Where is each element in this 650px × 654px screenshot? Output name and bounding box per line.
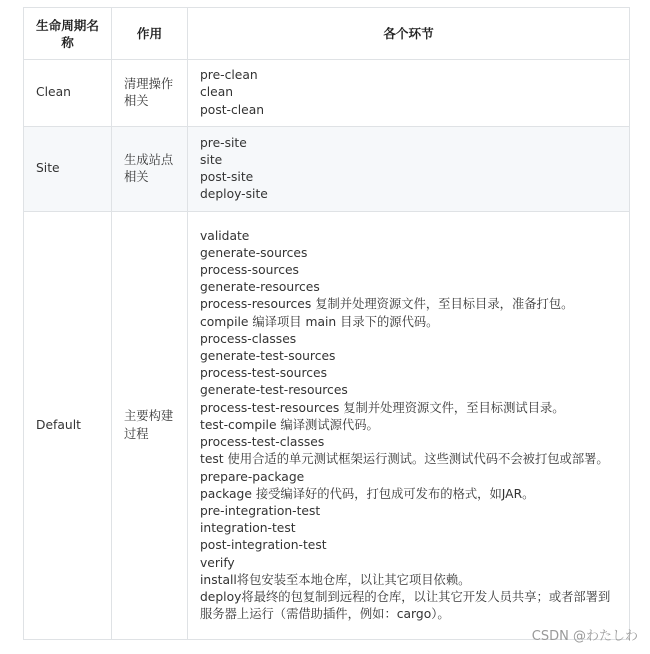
lifecycle-purpose: 主要构建过程 <box>112 212 188 640</box>
phase-item: post-clean <box>200 102 265 117</box>
phase-item: deploy将最终的包复制到远程的仓库，以让其它开发人员共享；或者部署到服务器上运行（需借助插件，例如：cargo）。 <box>200 589 611 622</box>
lifecycle-name: Site <box>24 127 112 212</box>
phase-item: verify <box>200 555 235 570</box>
phase-item: pre-clean <box>200 68 258 83</box>
lifecycle-name: Clean <box>24 60 112 127</box>
phase-item: site <box>200 152 223 167</box>
phase-item: test-compile 编译测试源代码。 <box>200 417 379 432</box>
header-lifecycle: 生命周期名称 <box>24 8 112 60</box>
header-purpose: 作用 <box>112 8 188 60</box>
table-row-site <box>24 127 630 212</box>
table-row-clean <box>24 60 630 127</box>
phase-item: post-site <box>200 170 254 184</box>
lifecycle-phases <box>188 127 630 212</box>
table-row-default <box>24 212 630 640</box>
phase-item: process-sources <box>200 263 299 278</box>
phase-item: process-classes <box>200 331 297 346</box>
phase-item: generate-sources <box>200 245 308 260</box>
phase-item: pre-integration-test <box>200 503 321 518</box>
phase-item: process-test-resources 复制并处理资源文件，至目标测试目录。 <box>200 400 565 415</box>
lifecycle-purpose: 生成站点相关 <box>112 127 188 212</box>
phase-item: process-resources 复制并处理资源文件，至目标目录，准备打包。 <box>200 297 574 312</box>
phase-item: package 接受编译好的代码，打包成可发布的格式，如JAR。 <box>200 486 535 501</box>
phase-item: test 使用合适的单元测试框架运行测试。这些测试代码不会被打包或部署。 <box>200 452 609 467</box>
phase-item: install将包安装至本地仓库，以让其它项目依赖。 <box>200 572 471 587</box>
header-phases: 各个环节 <box>188 8 630 60</box>
phase-item: compile 编译项目 main 目录下的源代码。 <box>200 314 439 329</box>
csdn-watermark: CSDN @わたしわ <box>531 629 638 644</box>
phase-item: generate-test-resources <box>200 383 348 398</box>
table-header-row <box>24 8 630 60</box>
phase-item: prepare-package <box>200 469 305 484</box>
lifecycle-name: Default <box>24 212 112 640</box>
phase-item: process-test-sources <box>200 366 327 381</box>
phase-item: clean <box>200 85 234 100</box>
phase-item: validate <box>200 228 250 243</box>
lifecycle-purpose: 清理操作相关 <box>112 60 188 127</box>
lifecycle-phases <box>188 212 630 640</box>
phase-item: integration-test <box>200 521 296 536</box>
phase-item: deploy-site <box>200 187 268 202</box>
phase-item: pre-site <box>200 135 247 150</box>
lifecycle-table <box>23 7 630 640</box>
phase-item: generate-test-sources <box>200 349 336 364</box>
phase-item: generate-resources <box>200 280 320 295</box>
phase-item: post-integration-test <box>200 538 327 553</box>
phase-item: process-test-classes <box>200 435 325 450</box>
lifecycle-phases <box>188 60 630 127</box>
